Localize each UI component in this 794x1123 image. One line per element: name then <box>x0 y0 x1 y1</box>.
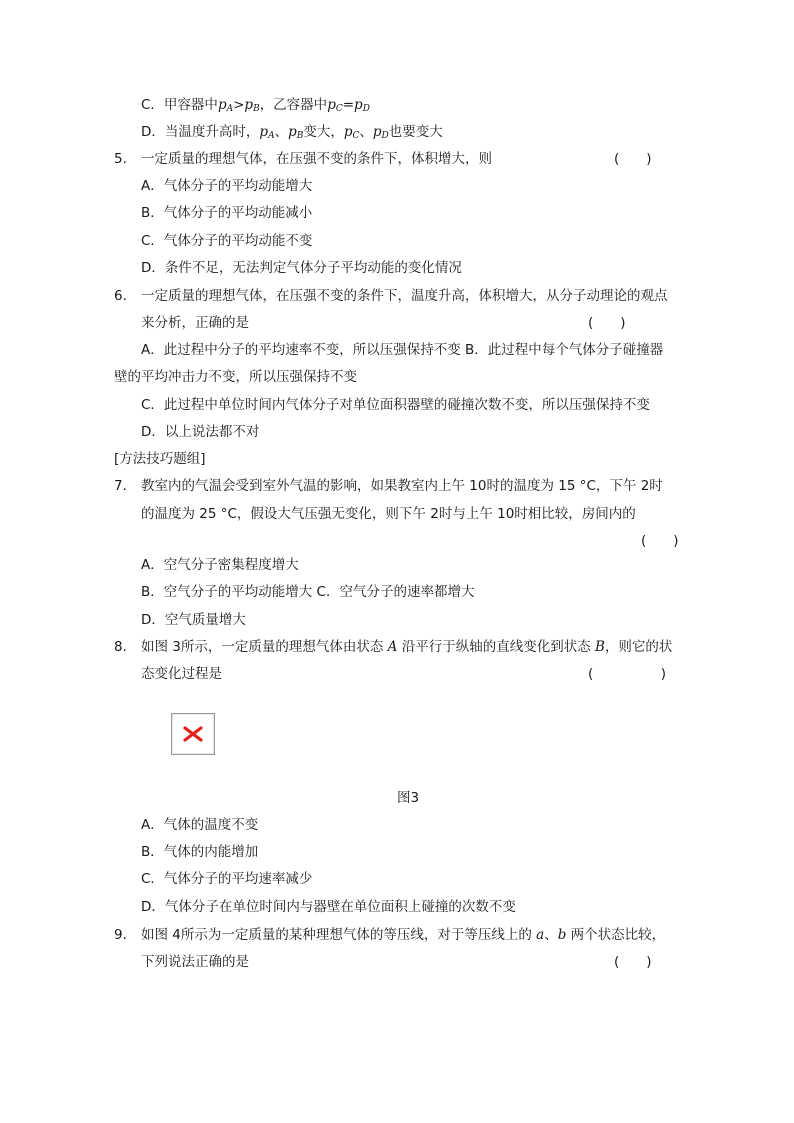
q8-stem-line2: 态变化过程是 <box>141 666 222 682</box>
q5-answer-blank: ( ) <box>614 151 652 167</box>
q8-answer-blank: ( ) <box>588 666 667 682</box>
q5-option-d: D．条件不足，无法判定气体分子平均动能的变化情况 <box>141 260 462 276</box>
q8-option-b: B．气体的内能增加 <box>141 844 259 860</box>
q8-option-d: D．气体分子在单位时间内与器壁在单位面积上碰撞的次数不变 <box>141 899 516 915</box>
q6-answer-blank: ( ) <box>588 315 626 331</box>
q7-answer-blank: ( ) <box>641 533 679 549</box>
q6-option-d: D．以上说法都不对 <box>141 424 260 440</box>
q5-option-c: C．气体分子的平均动能不变 <box>141 233 313 249</box>
q6-option-ab-line2: 壁的平均冲击力不变，所以压强保持不变 <box>114 369 357 385</box>
q5-stem: 一定质量的理想气体，在压强不变的条件下，体积增大，则 <box>141 151 492 167</box>
q5-option-a: A．气体分子的平均动能增大 <box>141 178 313 194</box>
q6-option-ab-line1: A．此过程中分子的平均速率不变，所以压强保持不变 B．此过程中每个气体分子碰撞器 <box>141 342 664 358</box>
q7-stem-line2: 的温度为 25 °C，假设大气压强无变化，则下午 2时与上午 10时相比较，房间内的 <box>141 506 636 522</box>
q6-stem-line1: 一定质量的理想气体，在压强不变的条件下，温度升高，体积增大，从分子动理论的观点 <box>141 288 668 304</box>
q6-option-c: C．此过程中单位时间内气体分子对单位面积器壁的碰撞次数不变，所以压强保持不变 <box>141 397 650 413</box>
q8-number: 8． <box>114 639 137 655</box>
q6-number: 6． <box>114 288 137 304</box>
q8-stem-line1: 如图 3所示，一定质量的理想气体由状态 A 沿平行于纵轴的直线变化到状态 B，则它的状 <box>141 639 673 655</box>
q4-option-c: C．甲容器中$p_A>p_B$，乙容器中$p_C=p_D$ <box>141 97 370 114</box>
q7-option-a: A．空气分子密集程度增大 <box>141 557 299 573</box>
q9-stem-line2: 下列说法正确的是 <box>141 954 249 970</box>
q8-option-a: A．气体的温度不变 <box>141 817 259 833</box>
q7-option-d: D．空气质量增大 <box>141 612 246 628</box>
red-x-broken-image-icon <box>182 726 204 742</box>
q7-number: 7． <box>114 478 137 494</box>
q4-option-d: D．当温度升高时，$p_A$、$p_B$变大，$p_C$、$p_D$也要变大 <box>141 124 443 141</box>
figure-3-caption: 图3 <box>397 790 420 806</box>
q5-option-b: B．气体分子的平均动能减小 <box>141 205 313 221</box>
q9-stem-line1: 如图 4所示为一定质量的某种理想气体的等压线，对于等压线上的 a、b 两个状态比较， <box>141 927 666 943</box>
section-heading: [方法技巧题组] <box>114 451 206 467</box>
figure-3-broken-image <box>171 713 215 755</box>
q5-number: 5． <box>114 151 137 167</box>
q7-stem-line1: 教室内的气温会受到室外气温的影响，如果教室内上午 10时的温度为 15 °C，下午 2时 <box>141 478 663 494</box>
q9-answer-blank: ( ) <box>614 954 652 970</box>
q9-number: 9． <box>114 927 137 943</box>
q6-stem-line2: 来分析，正确的是 <box>141 315 249 331</box>
q7-option-bc: B．空气分子的平均动能增大 C．空气分子的速率都增大 <box>141 584 475 600</box>
q8-option-c: C．气体分子的平均速率减少 <box>141 871 313 887</box>
